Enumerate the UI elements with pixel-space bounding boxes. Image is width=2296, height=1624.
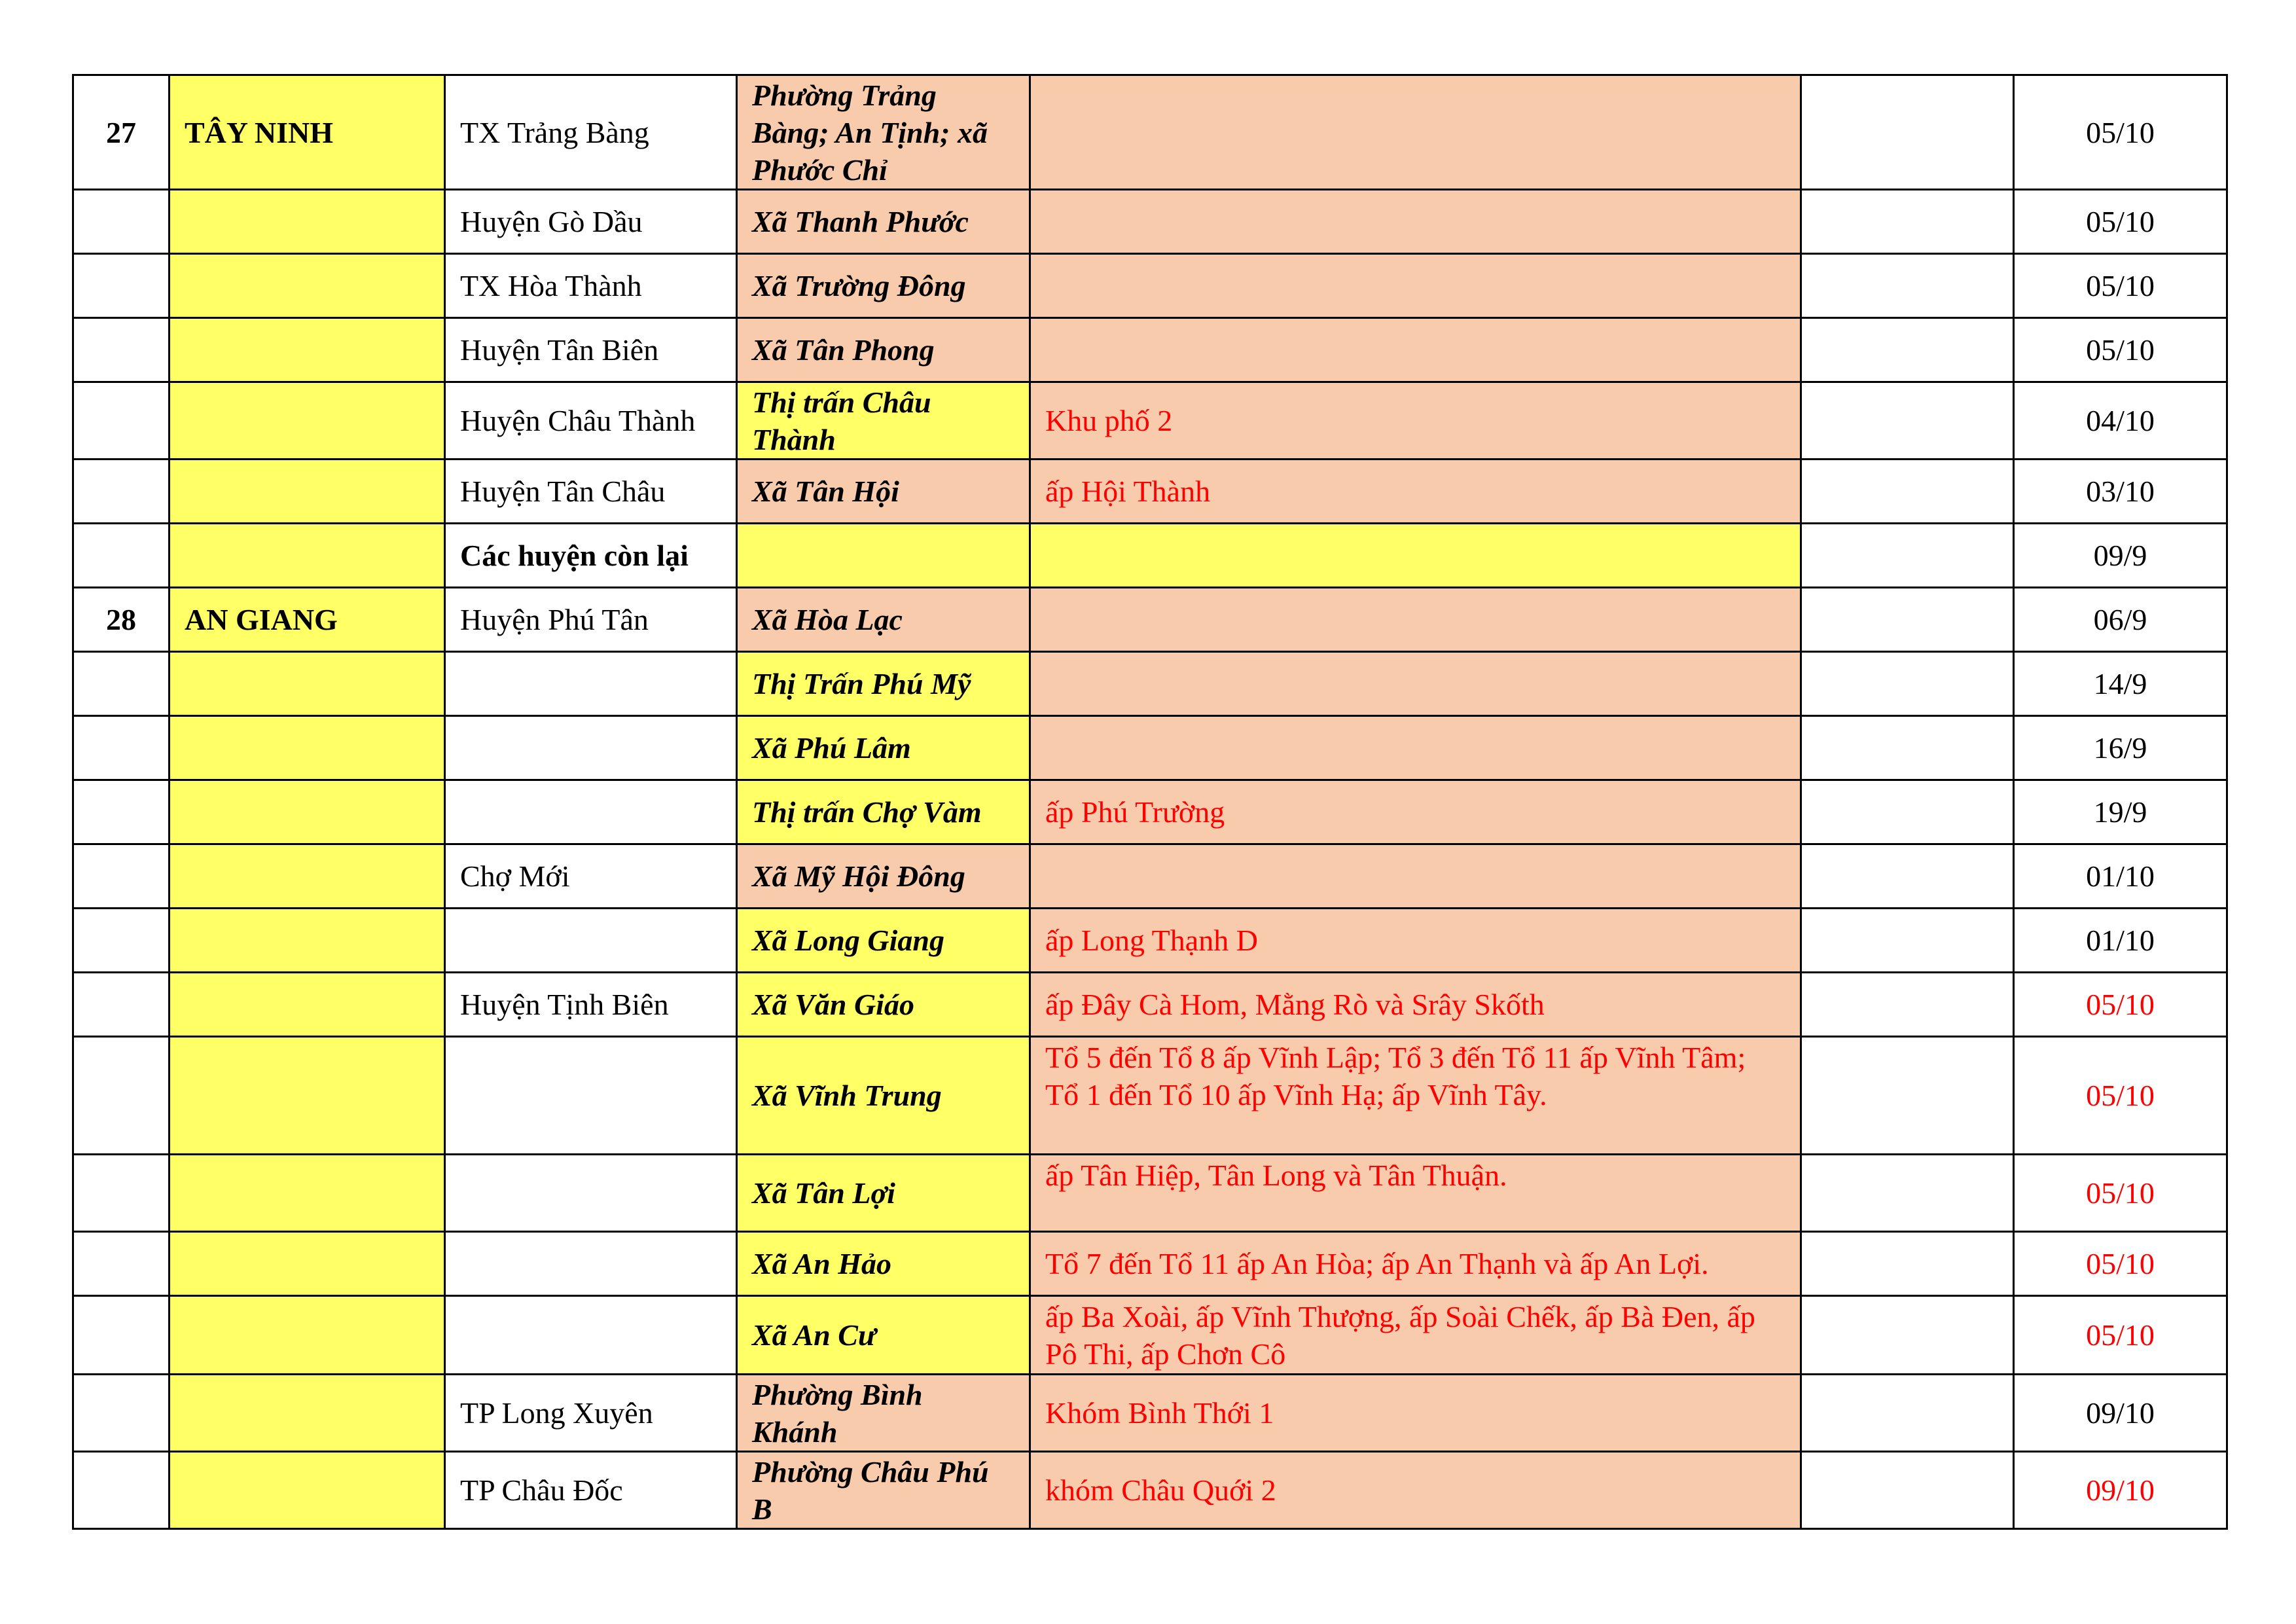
- province-cell: [170, 1296, 445, 1375]
- ward-cell: Xã An Hảo: [737, 1232, 1030, 1296]
- area-cell: ấp Đây Cà Hom, Mằng Rò và Srây Skốth: [1030, 973, 1801, 1037]
- date-cell: 05/10: [2014, 318, 2227, 382]
- date-cell: 09/10: [2014, 1375, 2227, 1452]
- empty-cell: [1801, 716, 2014, 780]
- empty-cell: [1801, 524, 2014, 588]
- table-row: [73, 652, 2227, 716]
- date-cell: 19/9: [2014, 780, 2227, 844]
- table-row: [73, 524, 2227, 588]
- table-row: [73, 382, 2227, 460]
- province-cell: [170, 973, 445, 1037]
- district-cell: Huyện Tịnh Biên: [445, 973, 737, 1037]
- date-cell: 06/9: [2014, 588, 2227, 652]
- province-cell: [170, 844, 445, 909]
- date-cell: 05/10: [2014, 1155, 2227, 1232]
- date-cell: 05/10: [2014, 75, 2227, 190]
- province-cell: [170, 382, 445, 460]
- row-number: [73, 1037, 170, 1155]
- province-cell: [170, 1452, 445, 1529]
- ward-cell: Xã Tân Phong: [737, 318, 1030, 382]
- date-cell: 09/10: [2014, 1452, 2227, 1529]
- area-cell: khóm Châu Quới 2: [1030, 1452, 1801, 1529]
- empty-cell: [1801, 909, 2014, 973]
- row-number: [73, 190, 170, 254]
- row-number: [73, 254, 170, 318]
- ward-cell: Xã Thanh Phước: [737, 190, 1030, 254]
- empty-cell: [1801, 1375, 2014, 1452]
- date-cell: 05/10: [2014, 190, 2227, 254]
- area-cell: [1030, 844, 1801, 909]
- district-cell: Huyện Tân Biên: [445, 318, 737, 382]
- province-cell: [170, 1232, 445, 1296]
- ward-cell: Xã Hòa Lạc: [737, 588, 1030, 652]
- empty-cell: [1801, 318, 2014, 382]
- province-cell: [170, 254, 445, 318]
- row-number: [73, 460, 170, 524]
- ward-cell: Xã An Cư: [737, 1296, 1030, 1375]
- district-cell: [445, 909, 737, 973]
- ward-cell: Phường Trảng Bàng; An Tịnh; xã Phước Chỉ: [737, 75, 1030, 190]
- date-cell: 05/10: [2014, 254, 2227, 318]
- table-row: [73, 1296, 2227, 1375]
- district-cell: Các huyện còn lại: [445, 524, 737, 588]
- district-cell: TX Hòa Thành: [445, 254, 737, 318]
- empty-cell: [1801, 652, 2014, 716]
- district-cell: [445, 1296, 737, 1375]
- row-number: [73, 844, 170, 909]
- area-cell: Tổ 7 đến Tổ 11 ấp An Hòa; ấp An Thạnh và ấp An Lợi.: [1030, 1232, 1801, 1296]
- table-row: [73, 75, 2227, 190]
- empty-cell: [1801, 1452, 2014, 1529]
- table-row: [73, 1452, 2227, 1529]
- ward-cell: Xã Văn Giáo: [737, 973, 1030, 1037]
- district-cell: [445, 1037, 737, 1155]
- district-cell: Huyện Gò Dầu: [445, 190, 737, 254]
- area-cell: [1030, 524, 1801, 588]
- district-cell: [445, 652, 737, 716]
- row-number: 27: [73, 75, 170, 190]
- row-number: [73, 780, 170, 844]
- row-number: 28: [73, 588, 170, 652]
- table-row: [73, 1037, 2227, 1155]
- date-cell: 05/10: [2014, 1037, 2227, 1155]
- ward-cell: Phường Bình Khánh: [737, 1375, 1030, 1452]
- district-cell: Huyện Châu Thành: [445, 382, 737, 460]
- empty-cell: [1801, 973, 2014, 1037]
- table-row: [73, 716, 2227, 780]
- row-number: [73, 652, 170, 716]
- row-number: [73, 1155, 170, 1232]
- area-cell: Khu phố 2: [1030, 382, 1801, 460]
- table-row: [73, 844, 2227, 909]
- area-cell: ấp Long Thạnh D: [1030, 909, 1801, 973]
- table-row: [73, 588, 2227, 652]
- empty-cell: [1801, 254, 2014, 318]
- ward-cell: Xã Tân Lợi: [737, 1155, 1030, 1232]
- date-cell: 01/10: [2014, 909, 2227, 973]
- area-cell: [1030, 716, 1801, 780]
- province-cell: TÂY NINH: [170, 75, 445, 190]
- date-cell: 04/10: [2014, 382, 2227, 460]
- ward-cell: Xã Trường Đông: [737, 254, 1030, 318]
- empty-cell: [1801, 780, 2014, 844]
- area-cell: [1030, 254, 1801, 318]
- ward-cell: Xã Tân Hội: [737, 460, 1030, 524]
- province-cell: [170, 1375, 445, 1452]
- area-cell: [1030, 652, 1801, 716]
- ward-cell: [737, 524, 1030, 588]
- row-number: [73, 524, 170, 588]
- empty-cell: [1801, 75, 2014, 190]
- area-cell: ấp Tân Hiệp, Tân Long và Tân Thuận.: [1030, 1155, 1801, 1232]
- date-cell: 16/9: [2014, 716, 2227, 780]
- table-row: [73, 318, 2227, 382]
- table-row: [73, 1232, 2227, 1296]
- table-row: [73, 1155, 2227, 1232]
- empty-cell: [1801, 1155, 2014, 1232]
- area-cell: [1030, 588, 1801, 652]
- district-cell: TX Trảng Bàng: [445, 75, 737, 190]
- date-cell: 01/10: [2014, 844, 2227, 909]
- row-number: [73, 382, 170, 460]
- table-row: [73, 190, 2227, 254]
- area-cell: Tổ 5 đến Tổ 8 ấp Vĩnh Lập; Tổ 3 đến Tổ 11 ấp Vĩnh Tâm; Tổ 1 đến Tổ 10 ấp Vĩnh Hạ; ấp Vĩnh Tây.: [1030, 1037, 1801, 1155]
- table-row: [73, 254, 2227, 318]
- province-cell: [170, 909, 445, 973]
- date-cell: 03/10: [2014, 460, 2227, 524]
- districts-table: [72, 74, 2228, 1530]
- province-cell: [170, 1155, 445, 1232]
- district-cell: Huyện Tân Châu: [445, 460, 737, 524]
- row-number: [73, 1296, 170, 1375]
- ward-cell: Thị trấn Châu Thành: [737, 382, 1030, 460]
- table-row: [73, 909, 2227, 973]
- area-cell: ấp Hội Thành: [1030, 460, 1801, 524]
- empty-cell: [1801, 844, 2014, 909]
- ward-cell: Xã Long Giang: [737, 909, 1030, 973]
- province-cell: [170, 460, 445, 524]
- row-number: [73, 973, 170, 1037]
- district-cell: [445, 780, 737, 844]
- ward-cell: Thị Trấn Phú Mỹ: [737, 652, 1030, 716]
- row-number: [73, 1375, 170, 1452]
- province-cell: [170, 716, 445, 780]
- empty-cell: [1801, 190, 2014, 254]
- empty-cell: [1801, 1296, 2014, 1375]
- date-cell: 05/10: [2014, 1232, 2227, 1296]
- table-row: [73, 1375, 2227, 1452]
- ward-cell: Xã Vĩnh Trung: [737, 1037, 1030, 1155]
- district-cell: [445, 1232, 737, 1296]
- table-row: [73, 460, 2227, 524]
- district-cell: TP Châu Đốc: [445, 1452, 737, 1529]
- ward-cell: Phường Châu Phú B: [737, 1452, 1030, 1529]
- province-cell: [170, 524, 445, 588]
- date-cell: 09/9: [2014, 524, 2227, 588]
- area-cell: ấp Phú Trường: [1030, 780, 1801, 844]
- district-cell: TP Long Xuyên: [445, 1375, 737, 1452]
- ward-cell: Xã Phú Lâm: [737, 716, 1030, 780]
- table-row: [73, 780, 2227, 844]
- area-cell: ấp Ba Xoài, ấp Vĩnh Thượng, ấp Soài Chếk, ấp Bà Đen, ấp Pô Thi, ấp Chơn Cô: [1030, 1296, 1801, 1375]
- province-cell: [170, 1037, 445, 1155]
- date-cell: 14/9: [2014, 652, 2227, 716]
- ward-cell: Thị trấn Chợ Vàm: [737, 780, 1030, 844]
- province-cell: AN GIANG: [170, 588, 445, 652]
- province-cell: [170, 780, 445, 844]
- district-cell: [445, 716, 737, 780]
- row-number: [73, 1232, 170, 1296]
- area-cell: [1030, 318, 1801, 382]
- row-number: [73, 1452, 170, 1529]
- province-cell: [170, 190, 445, 254]
- row-number: [73, 318, 170, 382]
- ward-cell: Xã Mỹ Hội Đông: [737, 844, 1030, 909]
- row-number: [73, 909, 170, 973]
- empty-cell: [1801, 1232, 2014, 1296]
- row-number: [73, 716, 170, 780]
- province-cell: [170, 652, 445, 716]
- district-cell: Huyện Phú Tân: [445, 588, 737, 652]
- area-cell: [1030, 190, 1801, 254]
- area-cell: [1030, 75, 1801, 190]
- empty-cell: [1801, 588, 2014, 652]
- district-cell: Chợ Mới: [445, 844, 737, 909]
- empty-cell: [1801, 460, 2014, 524]
- district-cell: [445, 1155, 737, 1232]
- date-cell: 05/10: [2014, 1296, 2227, 1375]
- table-row: [73, 973, 2227, 1037]
- date-cell: 05/10: [2014, 973, 2227, 1037]
- area-cell: Khóm Bình Thới 1: [1030, 1375, 1801, 1452]
- empty-cell: [1801, 1037, 2014, 1155]
- empty-cell: [1801, 382, 2014, 460]
- province-cell: [170, 318, 445, 382]
